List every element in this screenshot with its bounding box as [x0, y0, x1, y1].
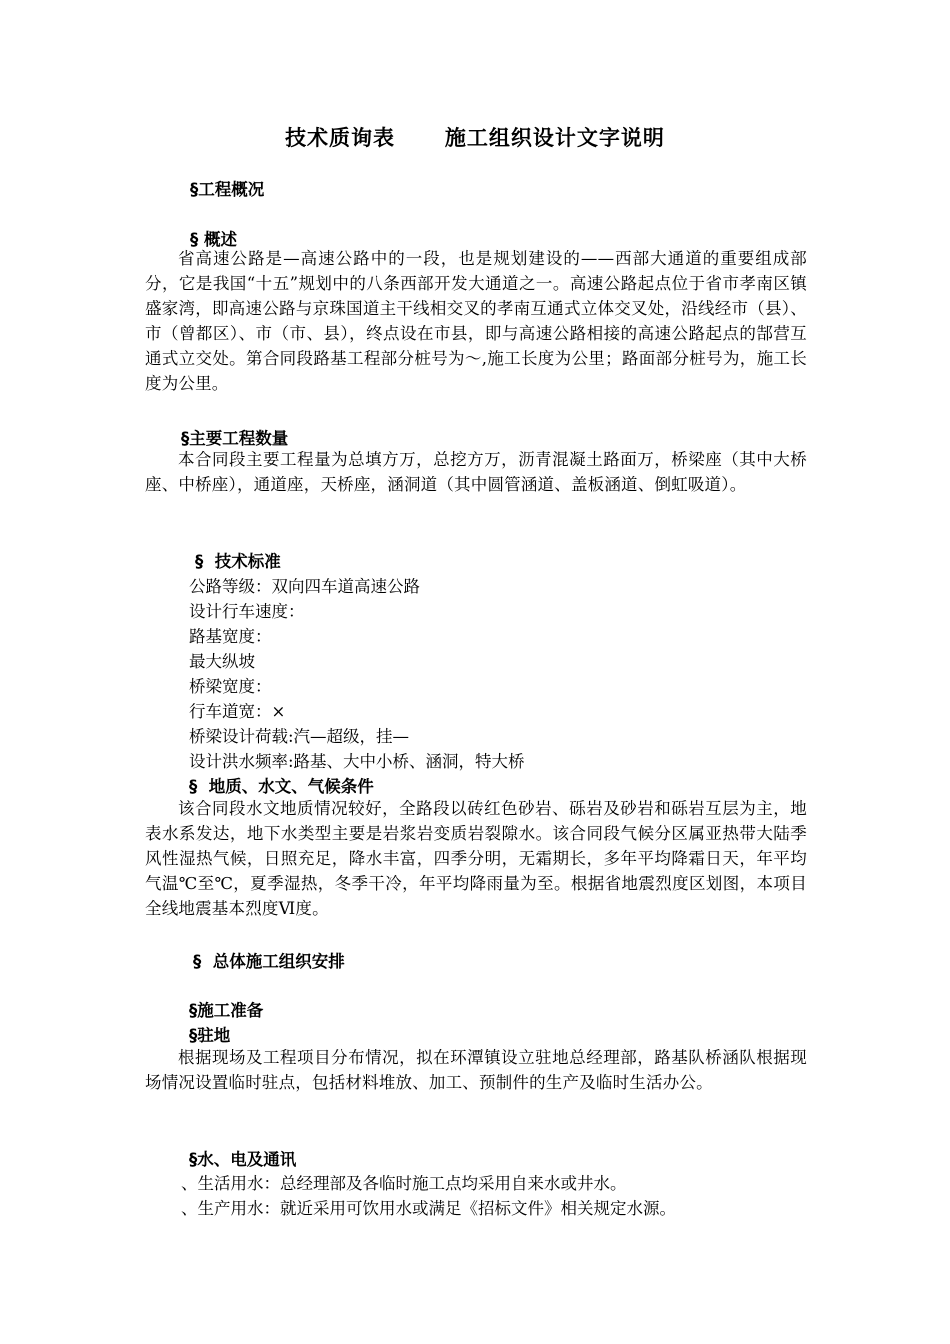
section-heading-project-overview: §工程概况	[190, 180, 265, 199]
section-heading-technical-standards: § 技术标准	[195, 552, 281, 571]
utility-item: 、生活用水：总经理部及各临时施工点均采用自来水或井水。	[181, 1174, 627, 1193]
section-heading-construction-preparation: §施工准备	[189, 1001, 264, 1020]
standard-item: 桥梁设计荷载:汽—超级，挂—	[189, 727, 410, 746]
utility-item: 、生产用水：就近采用可饮用水或满足《招标文件》相关规定水源。	[181, 1199, 676, 1218]
standard-item: 公路等级：双向四车道高速公路	[189, 577, 420, 596]
standard-item: 路基宽度：	[189, 627, 272, 646]
section-heading-overall-arrangement: § 总体施工组织安排	[193, 952, 345, 971]
summary-paragraph: 省高速公路是—高速公路中的一段，也是规划建设的——西部大通道的重要组成部分，它是我国“十五”规划中的八条西部开发大通道之一。高速公路起点位于省市孝南区镇盛家湾，即高速公路与京珠国道主干线相交叉的孝南互通式立体交叉处，沿线经市（县）、市（曾都区）、市（市、县），终点设在市县，即与高速公路相接的高速公路起点的郜营互通式立交处。第合同段路基工程部分桩号为～,施工长度为公里；路面部分桩号为，施工长度为公里。	[145, 249, 807, 393]
geology-paragraph: 该合同段水文地质情况较好，全路段以砖红色砂岩、砾岩及砂岩和砾岩互层为主，地表水系发达，地下水类型主要是岩浆岩变质岩裂隙水。该合同段气候分区属亚热带大陆季风性湿热气候，日照充足，降水丰富，四季分明，无霜期长，多年平均降霜日天，年平均气温℃至℃，夏季湿热，冬季干冷，年平均降雨量为至。根据省地震烈度区划图，本项目全线地震基本烈度Ⅵ度。	[145, 799, 807, 918]
standard-item: 桥梁宽度：	[189, 677, 272, 696]
section-heading-main-quantities: §主要工程数量	[181, 429, 289, 448]
standard-item: 最大纵坡	[189, 652, 255, 671]
quantities-paragraph: 本合同段主要工程量为总填方万，总挖方万，沥青混凝土路面万，桥梁座（其中大桥座、中桥座），通道座，天桥座，涵洞道（其中圆管涵道、盖板涵道、倒虹吸道）。	[145, 450, 807, 494]
section-heading-summary: § 概述	[190, 230, 237, 249]
camp-paragraph: 根据现场及工程项目分布情况，拟在环潭镇设立驻地总经理部，路基队桥涵队根据现场情况设置临时驻点，包括材料堆放、加工、预制件的生产及临时生活办公。	[145, 1048, 807, 1092]
document-title: 技术质询表 施工组织设计文字说明	[285, 126, 665, 150]
section-heading-geology-hydrology-climate: § 地质、水文、气候条件	[189, 777, 374, 796]
standard-item: 设计行车速度：	[189, 602, 305, 621]
standard-item: 行车道宽：×	[189, 702, 286, 721]
standard-item: 设计洪水频率:路基、大中小桥、涵洞，特大桥	[189, 752, 525, 771]
section-heading-site-camp: §驻地	[189, 1026, 231, 1045]
section-heading-water-power-communication: §水、电及通讯	[189, 1150, 297, 1169]
